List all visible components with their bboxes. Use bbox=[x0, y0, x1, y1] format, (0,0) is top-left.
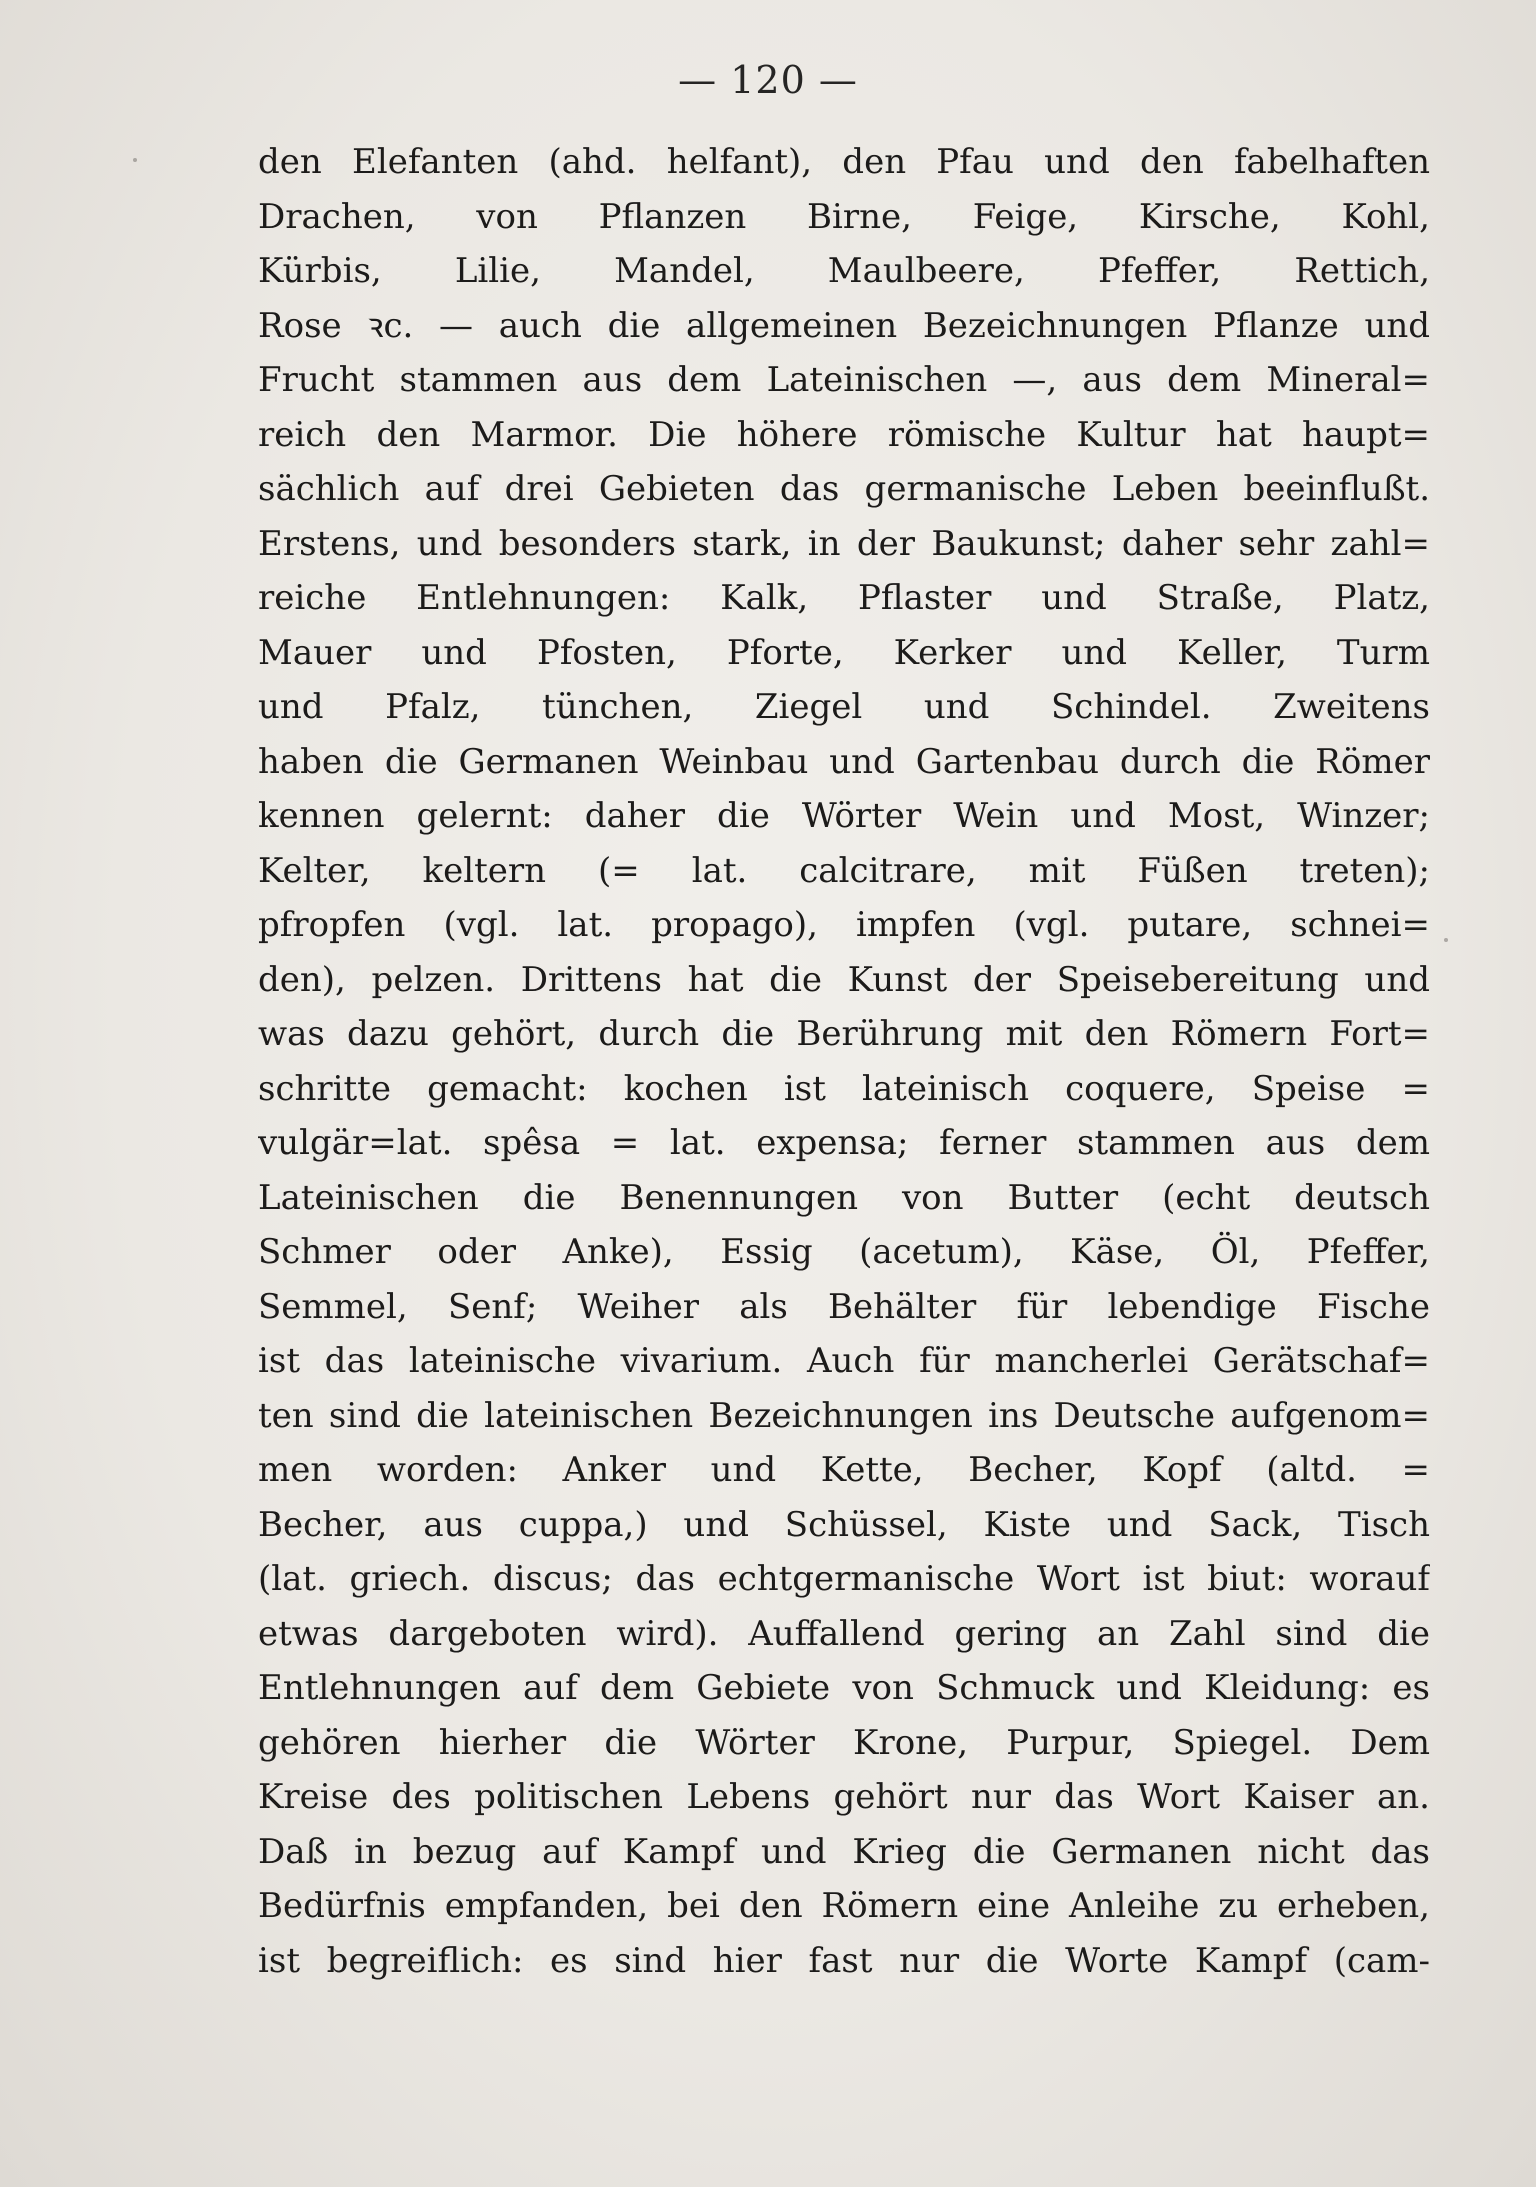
text-line: den Elefanten (ahd. helfant), den Pfau und den fabelhaften bbox=[258, 142, 1430, 182]
body-text bbox=[258, 135, 1430, 1981]
text-line: schritte gemacht: kochen ist lateinisch coquere, Speise = bbox=[258, 1068, 1430, 1109]
text-line: pfropfen (vgl. lat. propago), impfen (vgl. putare, schnei= bbox=[258, 905, 1430, 945]
text-line: gehören hierher die Wörter Krone, Purpur, Spiegel. Dem bbox=[258, 1722, 1430, 1763]
text-line: haben die Germanen Weinbau und Gartenbau durch die Römer bbox=[258, 741, 1430, 782]
text-line: Drachen, von Pflanzen Birne, Feige, Kirsche, Kohl, bbox=[258, 196, 1430, 237]
text-line: reiche Entlehnungen: Kalk, Pflaster und Straße, Platz, bbox=[258, 578, 1430, 618]
text-line: Kreise des politischen Lebens gehört nur das Wort Kaiser an. bbox=[258, 1777, 1430, 1817]
text-line: den), pelzen. Drittens hat die Kunst der Speisebereitung und bbox=[258, 959, 1430, 1000]
text-line: sächlich auf drei Gebieten das germanische Leben beeinflußt. bbox=[258, 469, 1430, 509]
text-line: Schmer oder Anke), Essig (acetum), Käse, Öl, Pfeffer, bbox=[258, 1232, 1430, 1272]
text-line: Frucht stammen aus dem Lateinischen —, aus dem Mineral= bbox=[258, 360, 1430, 400]
text-line: Daß in bezug auf Kampf und Krieg die Germanen nicht das bbox=[258, 1831, 1430, 1872]
paper-speck bbox=[1444, 938, 1448, 942]
text-line: reich den Marmor. Die höhere römische Kultur hat haupt= bbox=[258, 414, 1430, 455]
text-line: und Pfalz, tünchen, Ziegel und Schindel. Zweitens bbox=[258, 687, 1430, 727]
text-line: was dazu gehört, durch die Berührung mit den Römern Fort= bbox=[258, 1014, 1430, 1054]
text-line: ist das lateinische vivarium. Auch für mancherlei Gerätschaf= bbox=[258, 1341, 1430, 1381]
text-line: etwas dargeboten wird). Auffallend gering an Zahl sind die bbox=[258, 1613, 1430, 1654]
text-line: Lateinischen die Benennungen von Butter (echt deutsch bbox=[258, 1177, 1430, 1218]
text-line: Erstens, und besonders stark, in der Baukunst; daher sehr zahl= bbox=[258, 523, 1430, 564]
text-line: vulgär=lat. spêsa = lat. expensa; ferner stammen aus dem bbox=[258, 1123, 1430, 1163]
text-line: Bedürfnis empfanden, bei den Römern eine Anleihe zu erheben, bbox=[258, 1886, 1430, 1926]
text-line: ten sind die lateinischen Bezeichnungen ins Deutsche aufgenom= bbox=[258, 1395, 1430, 1436]
text-line: Semmel, Senf; Weiher als Behälter für lebendige Fische bbox=[258, 1286, 1430, 1327]
text-line: men worden: Anker und Kette, Becher, Kopf (altd. = bbox=[258, 1450, 1430, 1490]
text-line: Kelter, keltern (= lat. calcitrare, mit Füßen treten); bbox=[258, 850, 1430, 891]
text-line: Rose ꝛc. — auch die allgemeinen Bezeichnungen Pflanze und bbox=[258, 305, 1430, 346]
text-line: ist begreiflich: es sind hier fast nur die Worte Kampf (cam- bbox=[258, 1940, 1430, 1981]
text-line: Entlehnungen auf dem Gebiete von Schmuck und Kleidung: es bbox=[258, 1668, 1430, 1708]
text-line: Kürbis, Lilie, Mandel, Maulbeere, Pfeffer, Rettich, bbox=[258, 251, 1430, 291]
text-line: (lat. griech. discus; das echtgermanische Wort ist biut: worauf bbox=[258, 1559, 1430, 1599]
text-line: Mauer und Pfosten, Pforte, Kerker und Keller, Turm bbox=[258, 632, 1430, 673]
paper-speck bbox=[133, 158, 137, 162]
page-number: — 120 — bbox=[678, 58, 858, 102]
text-line: kennen gelernt: daher die Wörter Wein und Most, Winzer; bbox=[258, 796, 1430, 836]
text-line: Becher, aus cuppa,) und Schüssel, Kiste und Sack, Tisch bbox=[258, 1504, 1430, 1545]
